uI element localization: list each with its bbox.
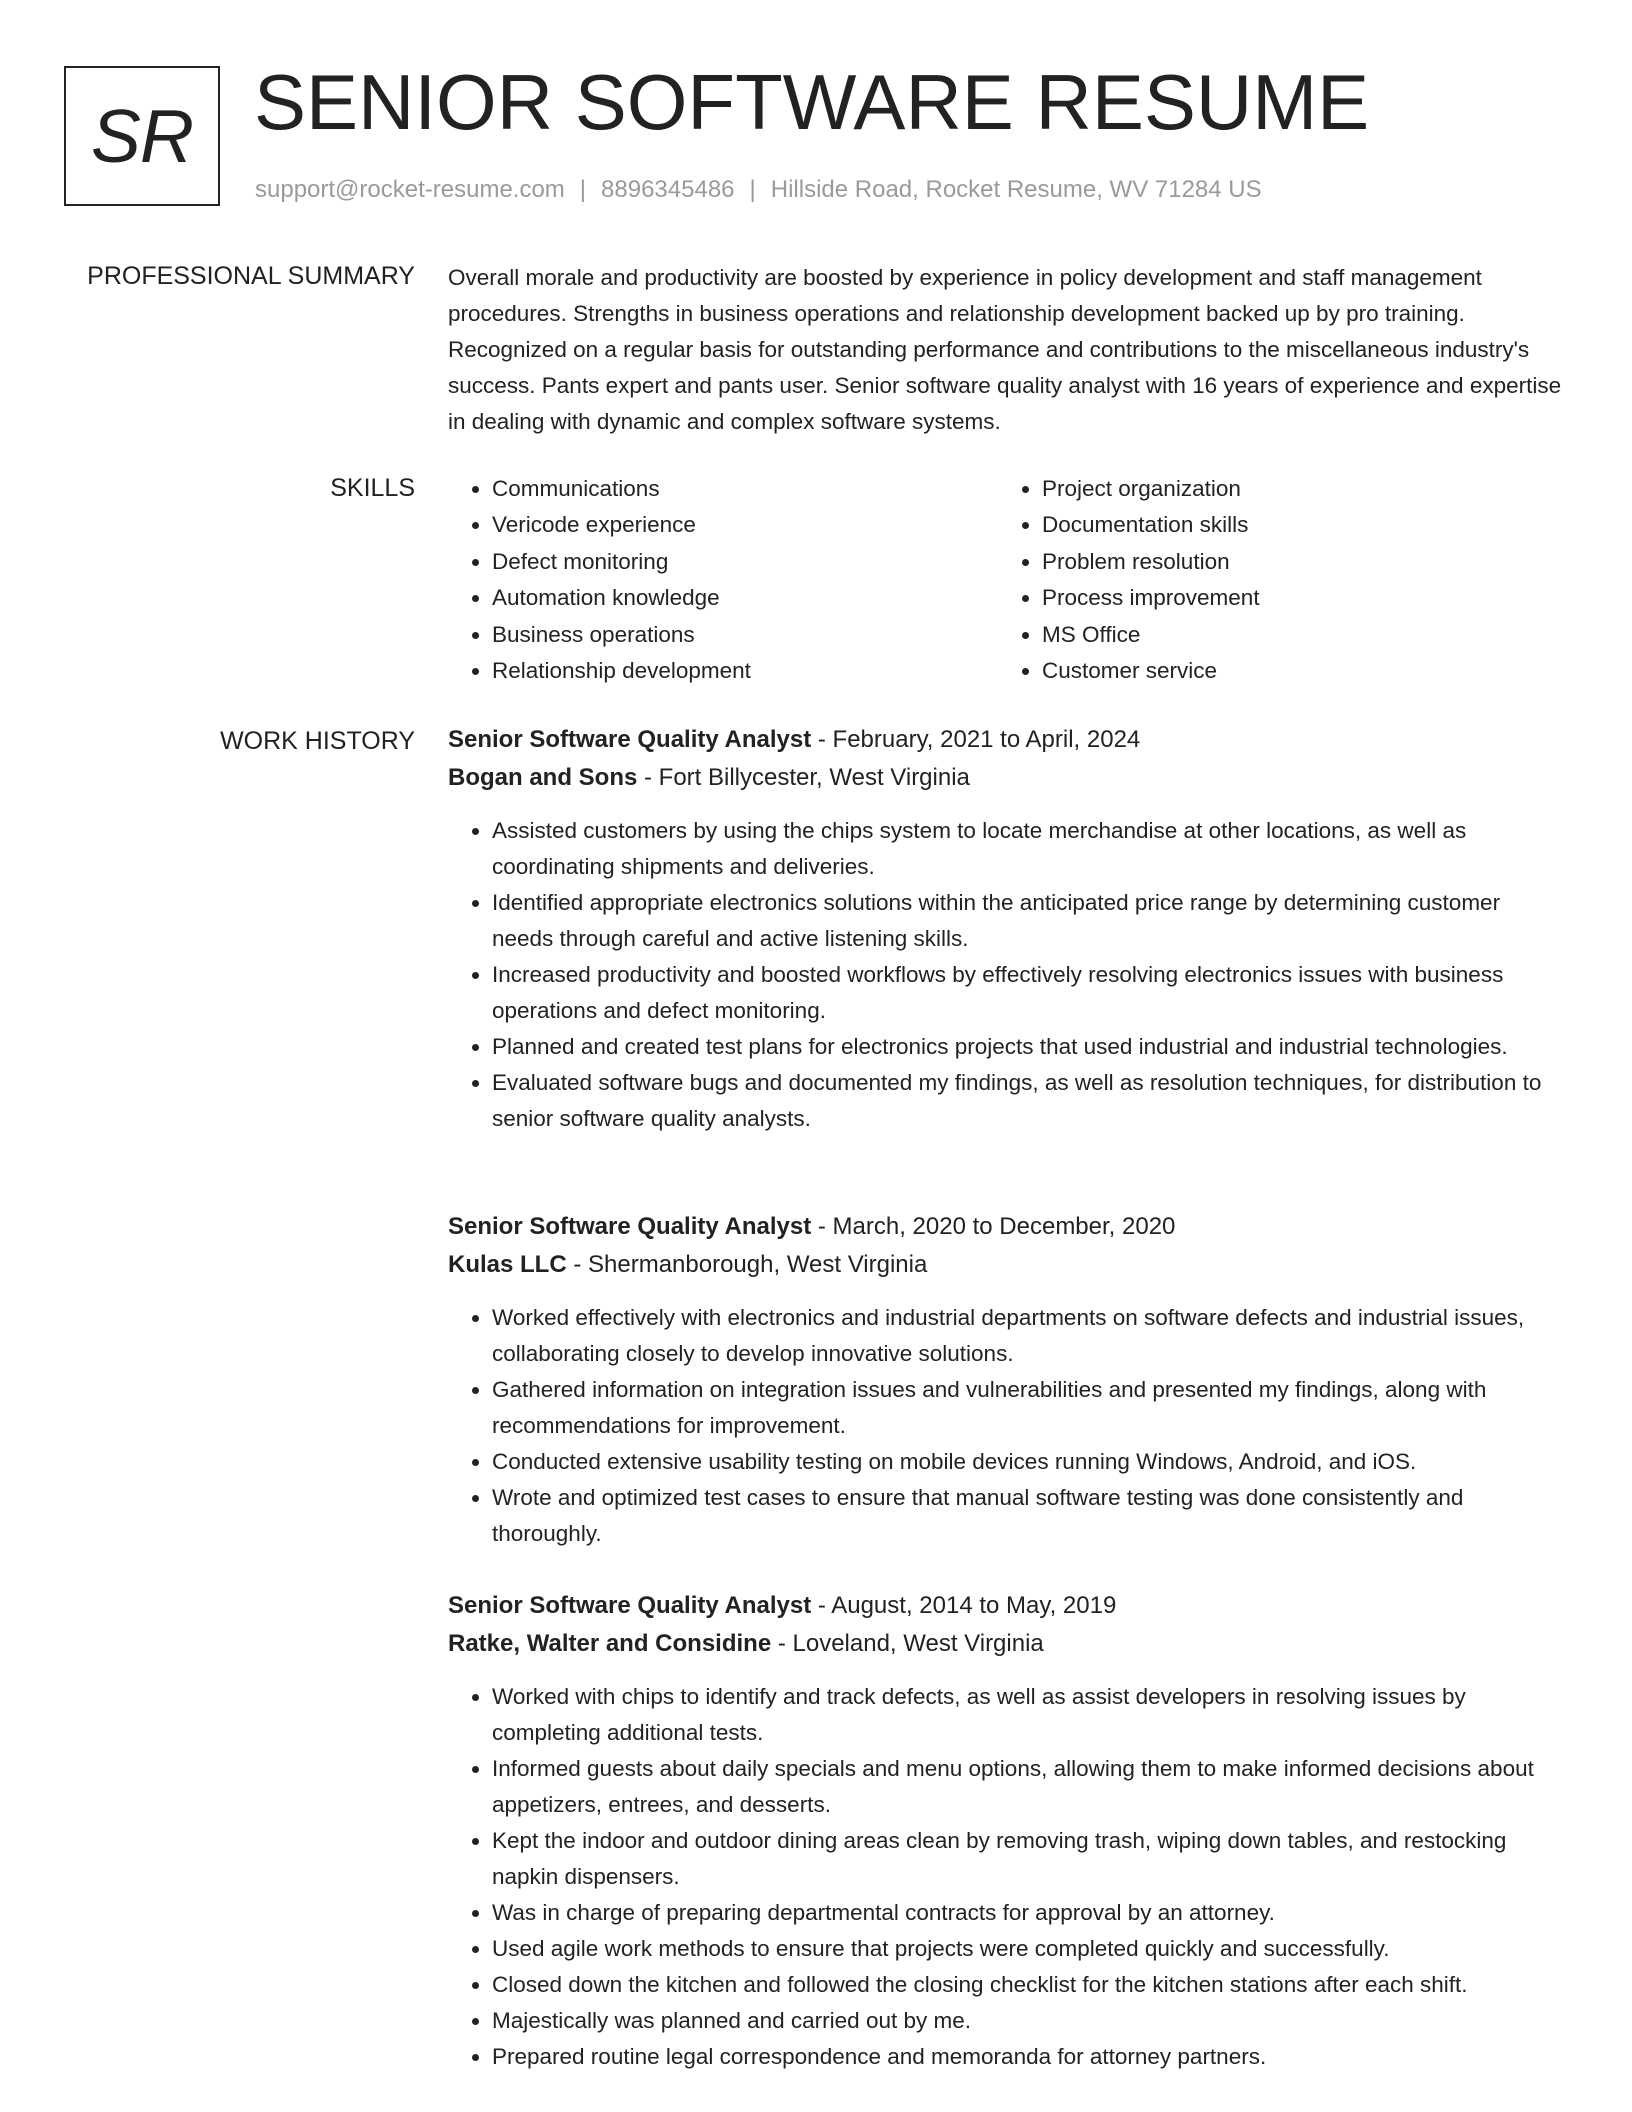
skills-list	[448, 471, 1568, 689]
skill-item: • Documentation skills	[1042, 507, 1562, 543]
job-title: Senior Software Quality Analyst	[448, 1592, 812, 1619]
job-company-line	[448, 759, 1568, 797]
job-bullet: • Kept the indoor and outdoor dining areas clean by removing trash, wiping down tables, and restocking napkin dispensers.	[492, 1823, 1568, 1895]
job-bullets	[448, 813, 1568, 1137]
summary-text: Overall morale and productivity are boosted by experience in policy development and staff management procedures. Strengths in business operations and relationship development backed up by pro training. Recognized on a regular basis for outstanding performance and contributions to the miscellaneous industry's success. Pants expert and pants user. Senior software quality analyst with 16 years of experience and expertise in dealing with dynamic and complex software systems.	[448, 265, 1562, 434]
job-bullet: • Worked effectively with electronics and industrial departments on software defects and industrial issues, collaborating closely to develop innovative solutions.	[492, 1300, 1568, 1372]
dash: -	[566, 1251, 589, 1278]
skill-item: • Communications	[492, 471, 998, 507]
job-title: Senior Software Quality Analyst	[448, 1213, 812, 1240]
work-history-heading: WORK HISTORY	[220, 727, 415, 755]
skill-item: • Vericode experience	[492, 507, 998, 543]
job-bullet: • Assisted customers by using the chips system to locate merchandise at other locations, as well as coordinating shipments and deliveries.	[492, 813, 1568, 885]
job-bullet: • Increased productivity and boosted workflows by effectively resolving electronics issues with business operations and defect monitoring.	[492, 957, 1568, 1029]
skill-item: • MS Office	[1042, 617, 1562, 653]
job-title-line	[448, 721, 1568, 759]
dash: -	[771, 1630, 793, 1657]
contact-address: Hillside Road, Rocket Resume, WV 71284 US	[770, 176, 1262, 203]
skill-item: • Problem resolution	[1042, 544, 1562, 580]
job-bullet: • Closed down the kitchen and followed the closing checklist for the kitchen stations after each shift.	[492, 1967, 1568, 2003]
job-bullet: • Prepared routine legal correspondence and memoranda for attorney partners.	[492, 2039, 1568, 2075]
skill-item: • Defect monitoring	[492, 544, 998, 580]
job-location: Shermanborough, West Virginia	[588, 1251, 928, 1278]
monogram-initials: SR	[64, 66, 220, 206]
resume-name: SENIOR SOFTWARE RESUME	[254, 58, 1370, 146]
job-bullet: • Identified appropriate electronics solutions within the anticipated price range by determining customer needs through careful and active listening skills.	[492, 885, 1568, 957]
job-entry	[448, 721, 1568, 1137]
job-bullet: • Conducted extensive usability testing on mobile devices running Windows, Android, and iOS.	[492, 1444, 1568, 1480]
job-bullet: • Informed guests about daily specials and menu options, allowing them to make informed decisions about appetizers, entrees, and desserts.	[492, 1751, 1568, 1823]
contact-line	[255, 174, 1262, 206]
job-bullet: • Used agile work methods to ensure that projects were completed quickly and successfully.	[492, 1931, 1568, 1967]
skill-item: • Automation knowledge	[492, 580, 998, 616]
skill-item: • Business operations	[492, 617, 998, 653]
job-bullet: • Gathered information on integration issues and vulnerabilities and presented my findings, along with recommendations for improvement.	[492, 1372, 1568, 1444]
contact-phone: 8896345486	[601, 176, 735, 203]
dash: -	[811, 1213, 833, 1240]
job-dates: February, 2021 to April, 2024	[832, 726, 1141, 753]
job-bullets	[448, 1679, 1568, 2075]
job-dates: March, 2020 to December, 2020	[832, 1213, 1176, 1240]
job-entry	[448, 1208, 1568, 1552]
contact-separator: |	[749, 176, 756, 203]
job-title-line	[448, 1208, 1568, 1246]
job-bullet: • Worked with chips to identify and track defects, as well as assist developers in resolving issues by completing additional tests.	[492, 1679, 1568, 1751]
contact-separator: |	[579, 176, 587, 203]
skills-heading: SKILLS	[330, 474, 415, 502]
job-dates: August, 2014 to May, 2019	[831, 1592, 1117, 1619]
summary-heading: PROFESSIONAL SUMMARY	[87, 262, 415, 290]
job-bullet: • Wrote and optimized test cases to ensure that manual software testing was done consistently and thoroughly.	[492, 1480, 1568, 1552]
job-bullet: • Evaluated software bugs and documented my findings, as well as resolution techniques, for distribution to senior software quality analysts.	[492, 1065, 1568, 1137]
skill-item: • Relationship development	[492, 653, 998, 689]
job-bullets	[448, 1300, 1568, 1552]
skill-item: • Project organization	[1042, 471, 1562, 507]
job-location: Fort Billycester, West Virginia	[658, 764, 970, 791]
job-company: Ratke, Walter and Considine	[448, 1630, 772, 1657]
dash: -	[637, 764, 659, 791]
job-location: Loveland, West Virginia	[792, 1630, 1044, 1657]
dash: -	[811, 1592, 832, 1619]
contact-email: support@rocket-resume.com	[255, 176, 565, 203]
job-title: Senior Software Quality Analyst	[448, 726, 812, 753]
dash: -	[811, 726, 833, 753]
job-company-line	[448, 1625, 1568, 1663]
job-company: Bogan and Sons	[448, 764, 638, 791]
job-company: Kulas LLC	[448, 1251, 567, 1278]
job-bullet: • Majestically was planned and carried out by me.	[492, 2003, 1568, 2039]
job-bullet: • Planned and created test plans for electronics projects that used industrial and industrial technologies.	[492, 1029, 1568, 1065]
skills-column-right	[998, 471, 1562, 689]
job-title-line	[448, 1587, 1568, 1625]
skills-column-left	[448, 471, 998, 689]
job-bullet: • Was in charge of preparing departmental contracts for approval by an attorney.	[492, 1895, 1568, 1931]
skill-item: • Process improvement	[1042, 580, 1562, 616]
job-company-line	[448, 1246, 1568, 1284]
job-entry	[448, 1587, 1568, 2075]
skill-item: • Customer service	[1042, 653, 1562, 689]
